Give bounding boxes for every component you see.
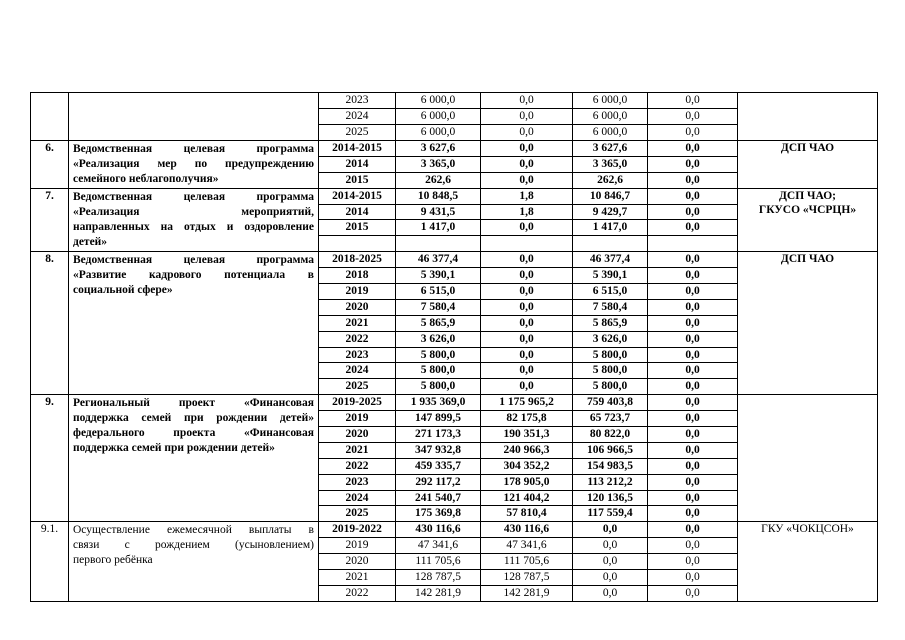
regional-cell: 106 966,5 xyxy=(573,442,648,458)
section-description xyxy=(69,522,319,601)
description-line: Осуществление ежемесячной выплаты в xyxy=(73,524,314,537)
section-description xyxy=(69,140,319,188)
federal-cell: 47 341,6 xyxy=(481,538,573,554)
total-cell: 6 000,0 xyxy=(396,124,481,140)
total-cell: 7 580,4 xyxy=(396,299,481,315)
year-cell: 2020 xyxy=(319,554,396,570)
executor-name: ДСП ЧАО xyxy=(780,253,835,266)
total-cell: 6 000,0 xyxy=(396,108,481,124)
other-cell: 0,0 xyxy=(648,442,738,458)
year-cell: 2022 xyxy=(319,585,396,601)
other-cell: 0,0 xyxy=(648,124,738,140)
other-cell: 0,0 xyxy=(648,172,738,188)
federal-cell: 57 810,4 xyxy=(481,506,573,522)
description-line: поддержка семей при рождении детей» xyxy=(73,412,314,425)
regional-cell: 0,0 xyxy=(573,585,648,601)
executor-cell xyxy=(738,188,878,252)
federal-cell: 240 966,3 xyxy=(481,442,573,458)
federal-cell: 0,0 xyxy=(481,124,573,140)
executor-cell xyxy=(738,252,878,395)
total-cell: 5 800,0 xyxy=(396,347,481,363)
table-row xyxy=(31,188,878,204)
total-cell: 6 000,0 xyxy=(396,93,481,109)
year-cell: 2024 xyxy=(319,108,396,124)
regional-cell: 65 723,7 xyxy=(573,411,648,427)
table-row xyxy=(31,522,878,538)
regional-cell: 10 846,7 xyxy=(573,188,648,204)
federal-cell: 121 404,2 xyxy=(481,490,573,506)
description-line: Ведомственная целевая программа xyxy=(73,190,314,203)
executor-name: ДСП ЧАО xyxy=(780,141,835,154)
federal-cell: 1 175 965,2 xyxy=(481,395,573,411)
year-cell: 2024 xyxy=(319,490,396,506)
year-cell: 2022 xyxy=(319,458,396,474)
other-cell: 0,0 xyxy=(648,554,738,570)
total-cell: 3 626,0 xyxy=(396,331,481,347)
section-number: 9. xyxy=(31,395,69,522)
total-cell: 5 800,0 xyxy=(396,363,481,379)
total-cell: 1 935 369,0 xyxy=(396,395,481,411)
other-cell: 0,0 xyxy=(648,379,738,395)
description-line: «Развитие кадрового потенциала в xyxy=(73,269,314,282)
total-cell: 292 117,2 xyxy=(396,474,481,490)
year-cell: 2018 xyxy=(319,268,396,284)
description-cell xyxy=(69,93,319,141)
federal-cell: 178 905,0 xyxy=(481,474,573,490)
year-cell: 2018-2025 xyxy=(319,252,396,268)
regional-cell: 5 865,9 xyxy=(573,315,648,331)
federal-cell: 0,0 xyxy=(481,140,573,156)
regional-cell: 759 403,8 xyxy=(573,395,648,411)
federal-cell: 1,8 xyxy=(481,188,573,204)
other-cell: 0,0 xyxy=(648,347,738,363)
total-cell: 47 341,6 xyxy=(396,538,481,554)
total-cell: 241 540,7 xyxy=(396,490,481,506)
federal-cell: 304 352,2 xyxy=(481,458,573,474)
other-cell xyxy=(648,236,738,252)
table-body xyxy=(31,93,878,602)
total-cell: 5 390,1 xyxy=(396,268,481,284)
total-cell: 271 173,3 xyxy=(396,427,481,443)
regional-cell: 262,6 xyxy=(573,172,648,188)
other-cell: 0,0 xyxy=(648,490,738,506)
section-number: 9.1. xyxy=(31,522,69,601)
description-line: федерального проекта «Финансовая xyxy=(73,427,314,440)
year-cell: 2025 xyxy=(319,124,396,140)
other-cell: 0,0 xyxy=(648,284,738,300)
other-cell: 0,0 xyxy=(648,458,738,474)
regional-cell: 5 800,0 xyxy=(573,363,648,379)
executor-cell xyxy=(738,522,878,601)
other-cell: 0,0 xyxy=(648,411,738,427)
federal-cell: 0,0 xyxy=(481,331,573,347)
year-cell xyxy=(319,236,396,252)
total-cell: 430 116,6 xyxy=(396,522,481,538)
regional-cell: 3 626,0 xyxy=(573,331,648,347)
other-cell: 0,0 xyxy=(648,570,738,586)
year-cell: 2014-2015 xyxy=(319,140,396,156)
other-cell: 0,0 xyxy=(648,363,738,379)
year-cell: 2025 xyxy=(319,379,396,395)
year-cell: 2022 xyxy=(319,331,396,347)
other-cell: 0,0 xyxy=(648,538,738,554)
table-row xyxy=(31,140,878,156)
total-cell: 128 787,5 xyxy=(396,570,481,586)
other-cell: 0,0 xyxy=(648,506,738,522)
other-cell: 0,0 xyxy=(648,395,738,411)
regional-cell: 154 983,5 xyxy=(573,458,648,474)
table-row xyxy=(31,395,878,411)
regional-cell: 5 800,0 xyxy=(573,379,648,395)
section-description xyxy=(69,395,319,522)
regional-cell: 6 000,0 xyxy=(573,93,648,109)
year-cell: 2021 xyxy=(319,570,396,586)
total-cell: 5 800,0 xyxy=(396,379,481,395)
year-cell: 2014 xyxy=(319,156,396,172)
federal-cell: 0,0 xyxy=(481,315,573,331)
executor-name: ГКУСО «ЧСРЦН» xyxy=(758,203,857,216)
other-cell: 0,0 xyxy=(648,204,738,220)
federal-cell xyxy=(481,236,573,252)
executor-cell xyxy=(738,395,878,522)
regional-cell: 80 822,0 xyxy=(573,427,648,443)
federal-cell: 0,0 xyxy=(481,93,573,109)
total-cell: 459 335,7 xyxy=(396,458,481,474)
total-cell: 175 369,8 xyxy=(396,506,481,522)
other-cell: 0,0 xyxy=(648,427,738,443)
total-cell: 9 431,5 xyxy=(396,204,481,220)
federal-cell: 0,0 xyxy=(481,252,573,268)
executor-cell xyxy=(738,93,878,141)
year-cell: 2023 xyxy=(319,347,396,363)
regional-cell: 5 800,0 xyxy=(573,347,648,363)
total-cell: 46 377,4 xyxy=(396,252,481,268)
section-description xyxy=(69,252,319,395)
federal-cell: 111 705,6 xyxy=(481,554,573,570)
regional-cell: 0,0 xyxy=(573,570,648,586)
federal-cell: 0,0 xyxy=(481,363,573,379)
executor-name: ДСП ЧАО; xyxy=(779,189,836,202)
section-number: 8. xyxy=(31,252,69,395)
year-cell: 2020 xyxy=(319,299,396,315)
description-line: Ведомственная целевая программа xyxy=(73,142,314,155)
year-cell: 2025 xyxy=(319,506,396,522)
federal-cell: 142 281,9 xyxy=(481,585,573,601)
regional-cell: 1 417,0 xyxy=(573,220,648,236)
regional-cell xyxy=(573,236,648,252)
description-line: «Реализация мероприятий, xyxy=(73,205,314,218)
federal-cell: 82 175,8 xyxy=(481,411,573,427)
description-line: Ведомственная целевая программа xyxy=(73,254,314,267)
table-row xyxy=(31,93,878,109)
other-cell: 0,0 xyxy=(648,93,738,109)
federal-cell: 128 787,5 xyxy=(481,570,573,586)
other-cell: 0,0 xyxy=(648,252,738,268)
federal-cell: 430 116,6 xyxy=(481,522,573,538)
total-cell: 347 932,8 xyxy=(396,442,481,458)
year-cell: 2021 xyxy=(319,315,396,331)
year-cell: 2019-2025 xyxy=(319,395,396,411)
total-cell: 3 627,6 xyxy=(396,140,481,156)
description-line: «Реализация мер по предупреждению xyxy=(73,157,314,170)
description-line: первого ребёнка xyxy=(73,554,153,567)
description-line: связи с рождением (усыновлением) xyxy=(73,539,314,552)
regional-cell: 0,0 xyxy=(573,554,648,570)
other-cell: 0,0 xyxy=(648,474,738,490)
other-cell: 0,0 xyxy=(648,522,738,538)
federal-cell: 0,0 xyxy=(481,156,573,172)
year-cell: 2019 xyxy=(319,411,396,427)
other-cell: 0,0 xyxy=(648,585,738,601)
table-row xyxy=(31,252,878,268)
federal-cell: 1,8 xyxy=(481,204,573,220)
regional-cell: 6 000,0 xyxy=(573,124,648,140)
regional-cell: 3 365,0 xyxy=(573,156,648,172)
federal-cell: 0,0 xyxy=(481,299,573,315)
year-cell: 2015 xyxy=(319,220,396,236)
section-number: 7. xyxy=(31,188,69,252)
regional-cell: 117 559,4 xyxy=(573,506,648,522)
year-cell: 2014-2015 xyxy=(319,188,396,204)
description-line: Региональный проект «Финансовая xyxy=(73,397,314,410)
federal-cell: 0,0 xyxy=(481,108,573,124)
year-cell: 2024 xyxy=(319,363,396,379)
year-cell: 2014 xyxy=(319,204,396,220)
total-cell: 5 865,9 xyxy=(396,315,481,331)
regional-cell: 3 627,6 xyxy=(573,140,648,156)
regional-cell: 0,0 xyxy=(573,522,648,538)
regional-cell: 0,0 xyxy=(573,538,648,554)
executor-name: ГКУ «ЧОКЦСОН» xyxy=(761,523,854,536)
regional-cell: 7 580,4 xyxy=(573,299,648,315)
total-cell: 10 848,5 xyxy=(396,188,481,204)
description-line: семейного неблагополучия» xyxy=(73,172,219,185)
other-cell: 0,0 xyxy=(648,268,738,284)
year-cell: 2023 xyxy=(319,93,396,109)
other-cell: 0,0 xyxy=(648,188,738,204)
executor-cell xyxy=(738,140,878,188)
regional-cell: 46 377,4 xyxy=(573,252,648,268)
regional-cell: 9 429,7 xyxy=(573,204,648,220)
year-cell: 2020 xyxy=(319,427,396,443)
federal-cell: 0,0 xyxy=(481,284,573,300)
total-cell: 111 705,6 xyxy=(396,554,481,570)
federal-cell: 0,0 xyxy=(481,220,573,236)
total-cell: 142 281,9 xyxy=(396,585,481,601)
section-number: 6. xyxy=(31,140,69,188)
description-line: поддержка семей при рождении детей» xyxy=(73,442,275,455)
federal-cell: 0,0 xyxy=(481,347,573,363)
total-cell: 147 899,5 xyxy=(396,411,481,427)
total-cell xyxy=(396,236,481,252)
total-cell: 3 365,0 xyxy=(396,156,481,172)
other-cell: 0,0 xyxy=(648,299,738,315)
federal-cell: 0,0 xyxy=(481,268,573,284)
year-cell: 2019 xyxy=(319,284,396,300)
index-cell xyxy=(31,93,69,141)
other-cell: 0,0 xyxy=(648,156,738,172)
total-cell: 262,6 xyxy=(396,172,481,188)
other-cell: 0,0 xyxy=(648,331,738,347)
year-cell: 2023 xyxy=(319,474,396,490)
federal-cell: 0,0 xyxy=(481,172,573,188)
section-description xyxy=(69,188,319,252)
year-cell: 2019 xyxy=(319,538,396,554)
regional-cell: 113 212,2 xyxy=(573,474,648,490)
federal-cell: 0,0 xyxy=(481,379,573,395)
budget-table xyxy=(30,92,878,602)
other-cell: 0,0 xyxy=(648,315,738,331)
description-line: направленных на отдых и оздоровление xyxy=(73,220,314,233)
regional-cell: 6 515,0 xyxy=(573,284,648,300)
total-cell: 1 417,0 xyxy=(396,220,481,236)
regional-cell: 120 136,5 xyxy=(573,490,648,506)
year-cell: 2015 xyxy=(319,172,396,188)
other-cell: 0,0 xyxy=(648,220,738,236)
description-line: социальной сфере» xyxy=(73,284,173,297)
regional-cell: 6 000,0 xyxy=(573,108,648,124)
regional-cell: 5 390,1 xyxy=(573,268,648,284)
year-cell: 2021 xyxy=(319,442,396,458)
total-cell: 6 515,0 xyxy=(396,284,481,300)
year-cell: 2019-2022 xyxy=(319,522,396,538)
other-cell: 0,0 xyxy=(648,108,738,124)
description-line: детей» xyxy=(73,235,108,248)
other-cell: 0,0 xyxy=(648,140,738,156)
federal-cell: 190 351,3 xyxy=(481,427,573,443)
